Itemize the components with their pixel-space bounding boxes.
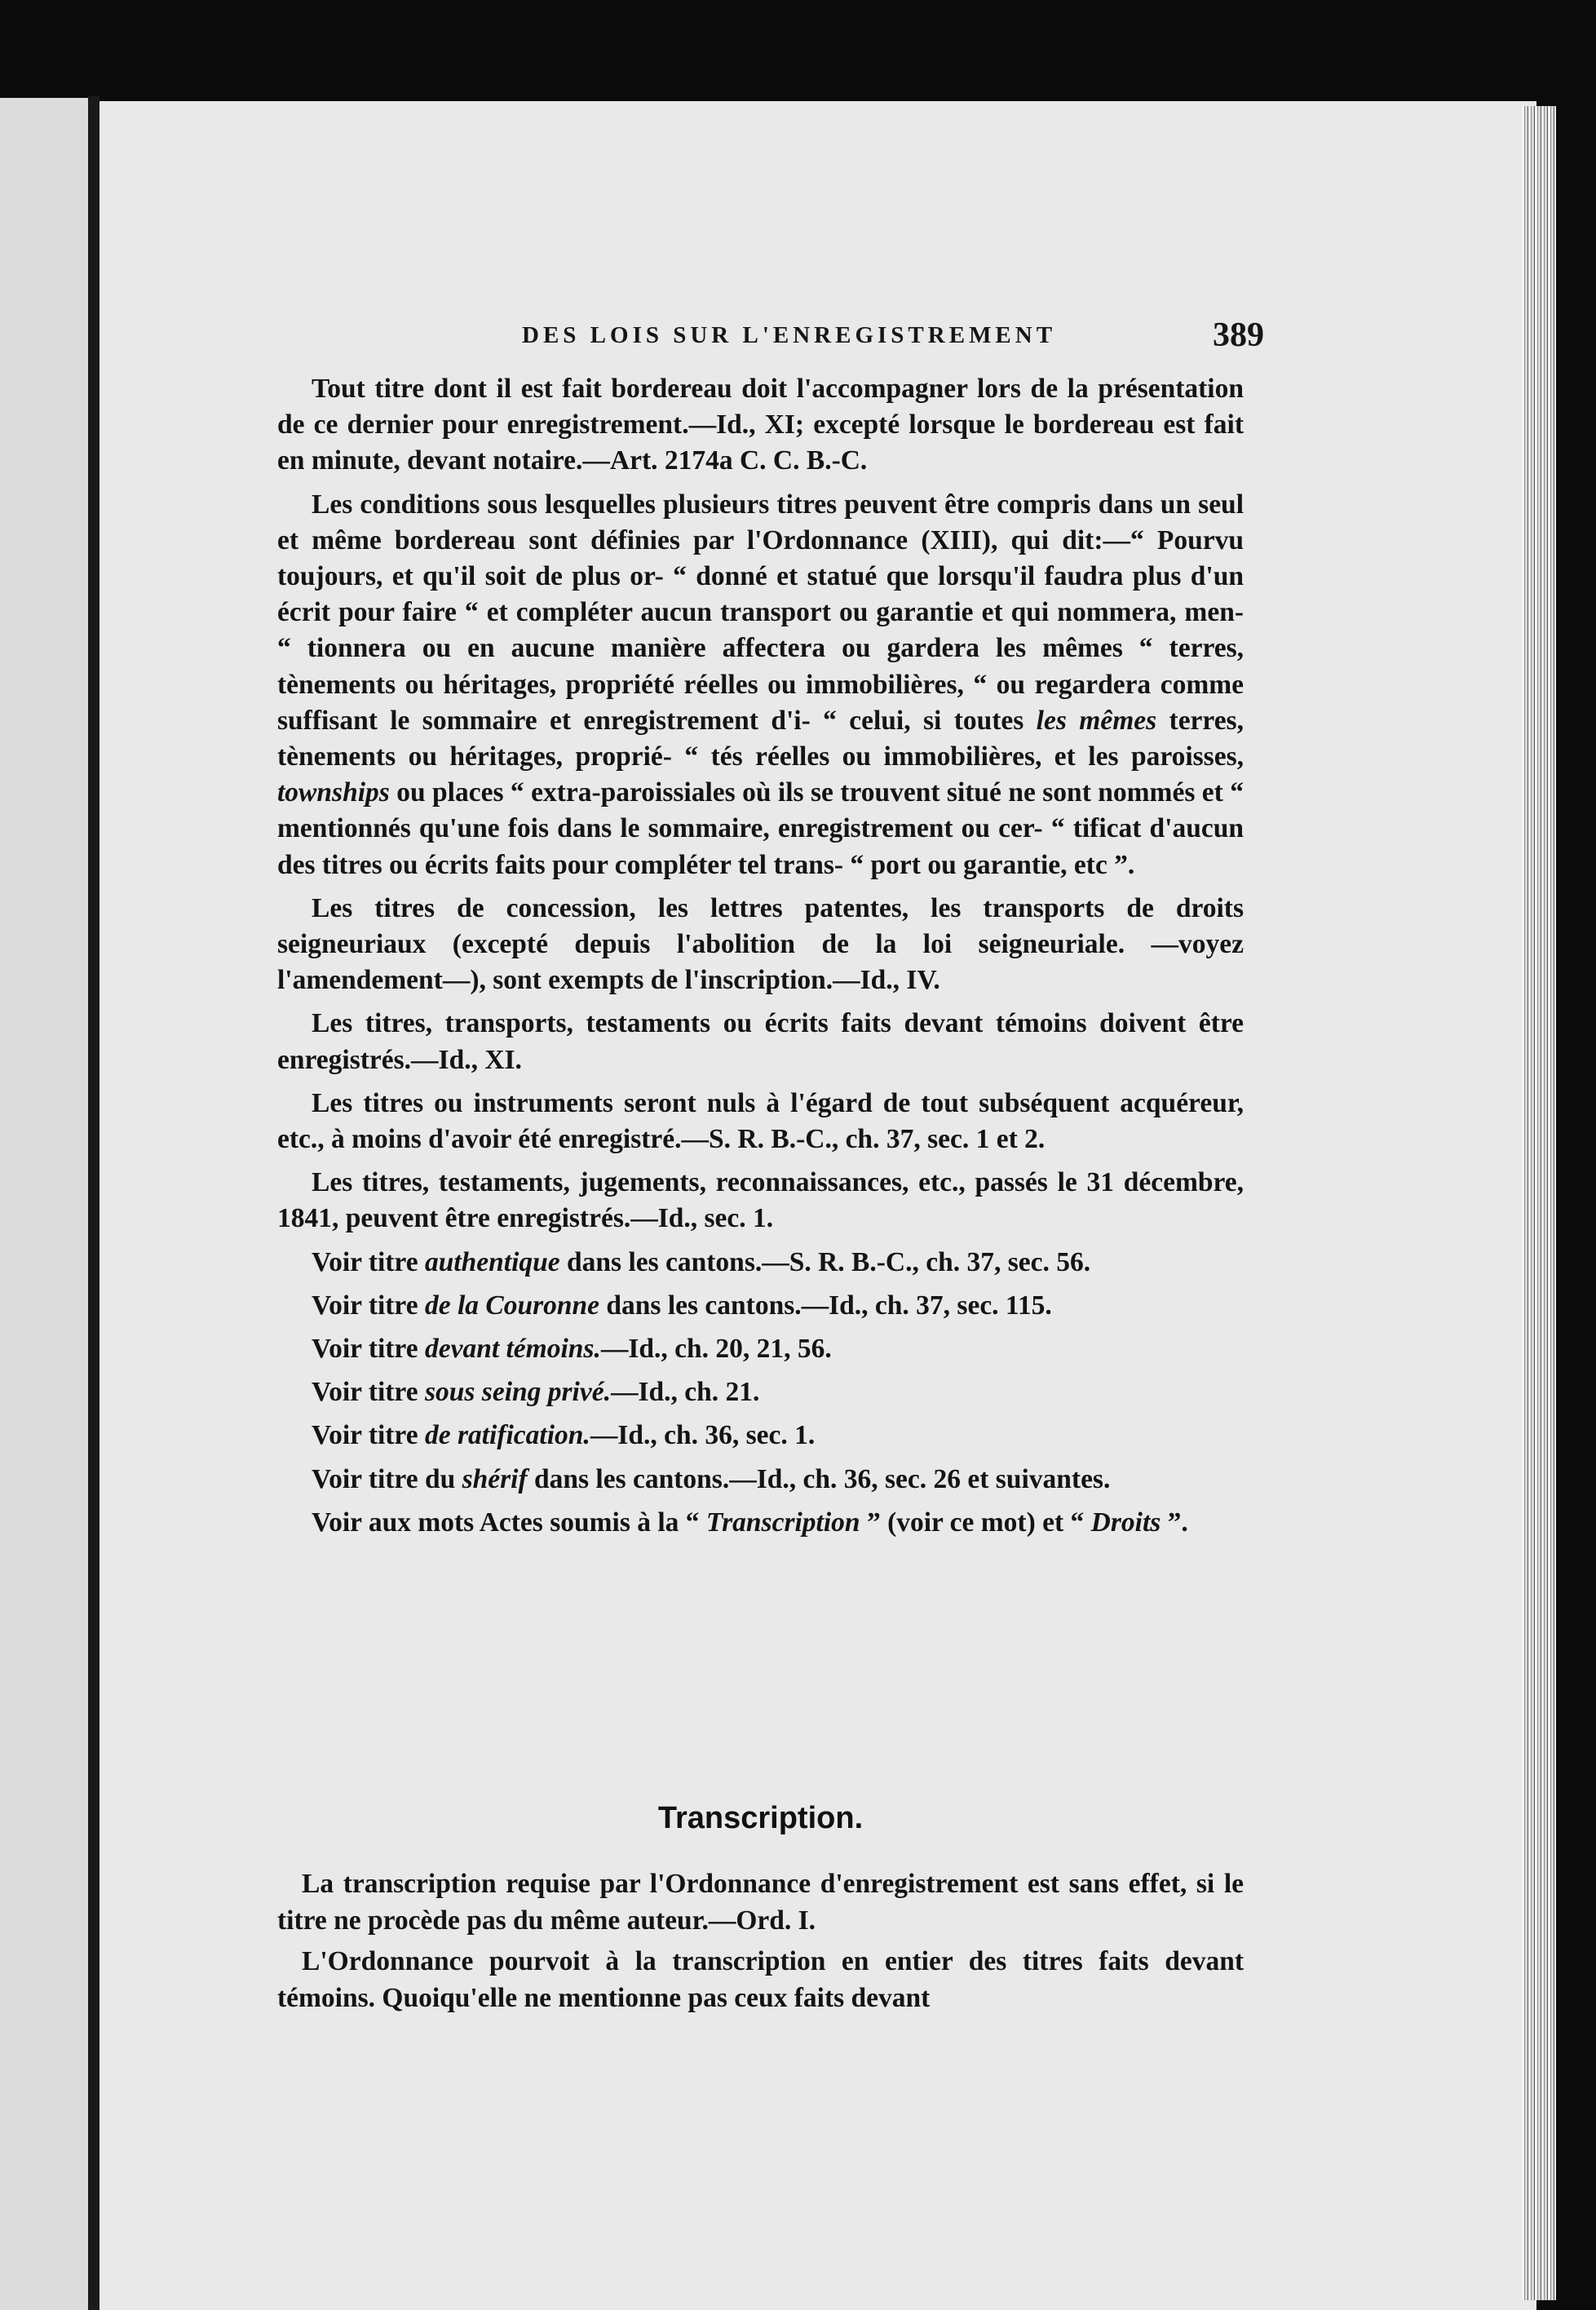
paragraph [277, 1245, 1244, 1281]
book-gutter [88, 96, 99, 2310]
paragraph: La transcription requise par l'Ordonnance d'enregistrement est sans effet, si le titre ne procède pas du même auteur.—Ord. I. [277, 1869, 1244, 1936]
paragraph [277, 1288, 1244, 1324]
italic-run: shérif [462, 1463, 528, 1494]
italic-run: townships [277, 777, 390, 808]
paragraph: Tout titre dont il est fait bordereau doit l'accompagner lors de la présentation de ce dernier pour enregistrement.—Id., XI; excepté lorsque le bordereau est fait en minute, devant notaire.—Art. 2174a C. C. B.-C. [277, 374, 1244, 476]
italic-run: Droits [1090, 1507, 1161, 1538]
text-run: Voir titre [312, 1246, 425, 1277]
text-run: terres, tènements ou héritages, proprié- “ tés réelles ou immobilières, et les paroisses, [277, 705, 1244, 772]
paragraph: Les titres de concession, les lettres patentes, les transports de droits seigneuriaux (excepté depuis l'abolition de la loi seigneuriale. —voyez l'amendement—), sont exempts de l'inscription.—Id., IV. [277, 892, 1244, 996]
text-run: Voir titre [312, 1290, 425, 1321]
running-head: DES LOIS SUR L'ENREGISTREMENT [522, 322, 1057, 348]
text-run: Voir titre [312, 1377, 425, 1408]
paragraph [277, 1374, 1244, 1410]
body-text [277, 371, 1244, 1548]
text-run: Voir titre [312, 1334, 425, 1365]
italic-run: les mêmes [1036, 705, 1157, 736]
page-header [522, 314, 1264, 363]
text-run: dans les cantons.—S. R. B.-C., ch. 37, sec. 56. [559, 1246, 1091, 1277]
paragraph: Les titres, transports, testaments ou écrits faits devant témoins doivent être enregistrés.—Id., XI. [277, 1008, 1244, 1075]
section-text [277, 1866, 1244, 2021]
text-run: Voir titre du [312, 1463, 462, 1494]
text-run: ”. [1161, 1507, 1188, 1538]
italic-run: devant témoins. [424, 1334, 601, 1365]
paragraph: Les titres, testaments, jugements, reconnaissances, etc., passés le 31 décembre, 1841, peuvent être enregistrés.—Id., sec. 1. [277, 1167, 1244, 1234]
page-number: 389 [1213, 316, 1264, 354]
paragraph [277, 1418, 1244, 1454]
page-stack-edge [1522, 106, 1556, 2300]
left-page-edge [0, 98, 99, 2310]
text-run: Voir titre [312, 1420, 425, 1451]
section-title: Transcription. [657, 1801, 864, 1835]
paragraph: L'Ordonnance pourvoit à la transcription en entier des titres faits devant témoins. Quoiqu'elle ne mentionne pas ceux faits devant [277, 1946, 1244, 2013]
italic-run: de ratification. [424, 1420, 590, 1451]
text-run: Voir aux mots Actes soumis à la “ [312, 1507, 706, 1538]
text-run: —Id., ch. 36, sec. 1. [590, 1420, 816, 1451]
italic-run: Transcription [705, 1507, 860, 1538]
paragraph: Les titres ou instruments seront nuls à l'égard de tout subséquent acquéreur, etc., à moins d'avoir été enregistré.—S. R. B.-C., ch. 37, sec. 1 et 2. [277, 1087, 1244, 1155]
italic-run: de la Couronne [424, 1290, 600, 1321]
text-run: —Id., ch. 20, 21, 56. [600, 1334, 832, 1365]
italic-run: authentique [424, 1246, 560, 1277]
paragraph [277, 1331, 1244, 1367]
paragraph [277, 1462, 1244, 1498]
text-run: —Id., ch. 21. [610, 1377, 760, 1408]
text-run: ” (voir ce mot) et “ [860, 1507, 1091, 1538]
text-run: dans les cantons.—Id., ch. 37, sec. 115. [599, 1290, 1052, 1321]
paragraph [277, 487, 1244, 883]
italic-run: sous seing privé. [424, 1377, 611, 1408]
text-run: ou places “ extra-paroissiales où ils se trouvent situé ne sont nommés et “ mentionnés qu'une fois dans le sommaire, enregistrement ou cer- “ tificat d'aucun des titres ou écrits faits pour compléter tel trans- “ port ou garantie, etc ”. [277, 777, 1244, 880]
text-run: dans les cantons.—Id., ch. 36, sec. 26 et suivantes. [527, 1463, 1111, 1494]
text-run: Les conditions sous lesquelles plusieurs titres peuvent être compris dans un seul et même bordereau sont définies par l'Ordonnance (XIII), qui dit:—“ Pourvu toujours, et qu'il soit de plus or- “ donné et statué que lorsqu'il faudra plus d'un écrit pour faire “ et compléter aucun transport ou garantie et qui nommera, men- “ tionnera ou en aucune manière affectera ou gardera les mêmes “ terres, tènements ou héritages, propriété réelles ou immobilières, “ ou regardera comme suffisant le sommaire et enregistrement d'i- “ celui, si toutes [277, 489, 1244, 736]
paragraph [277, 1505, 1244, 1541]
